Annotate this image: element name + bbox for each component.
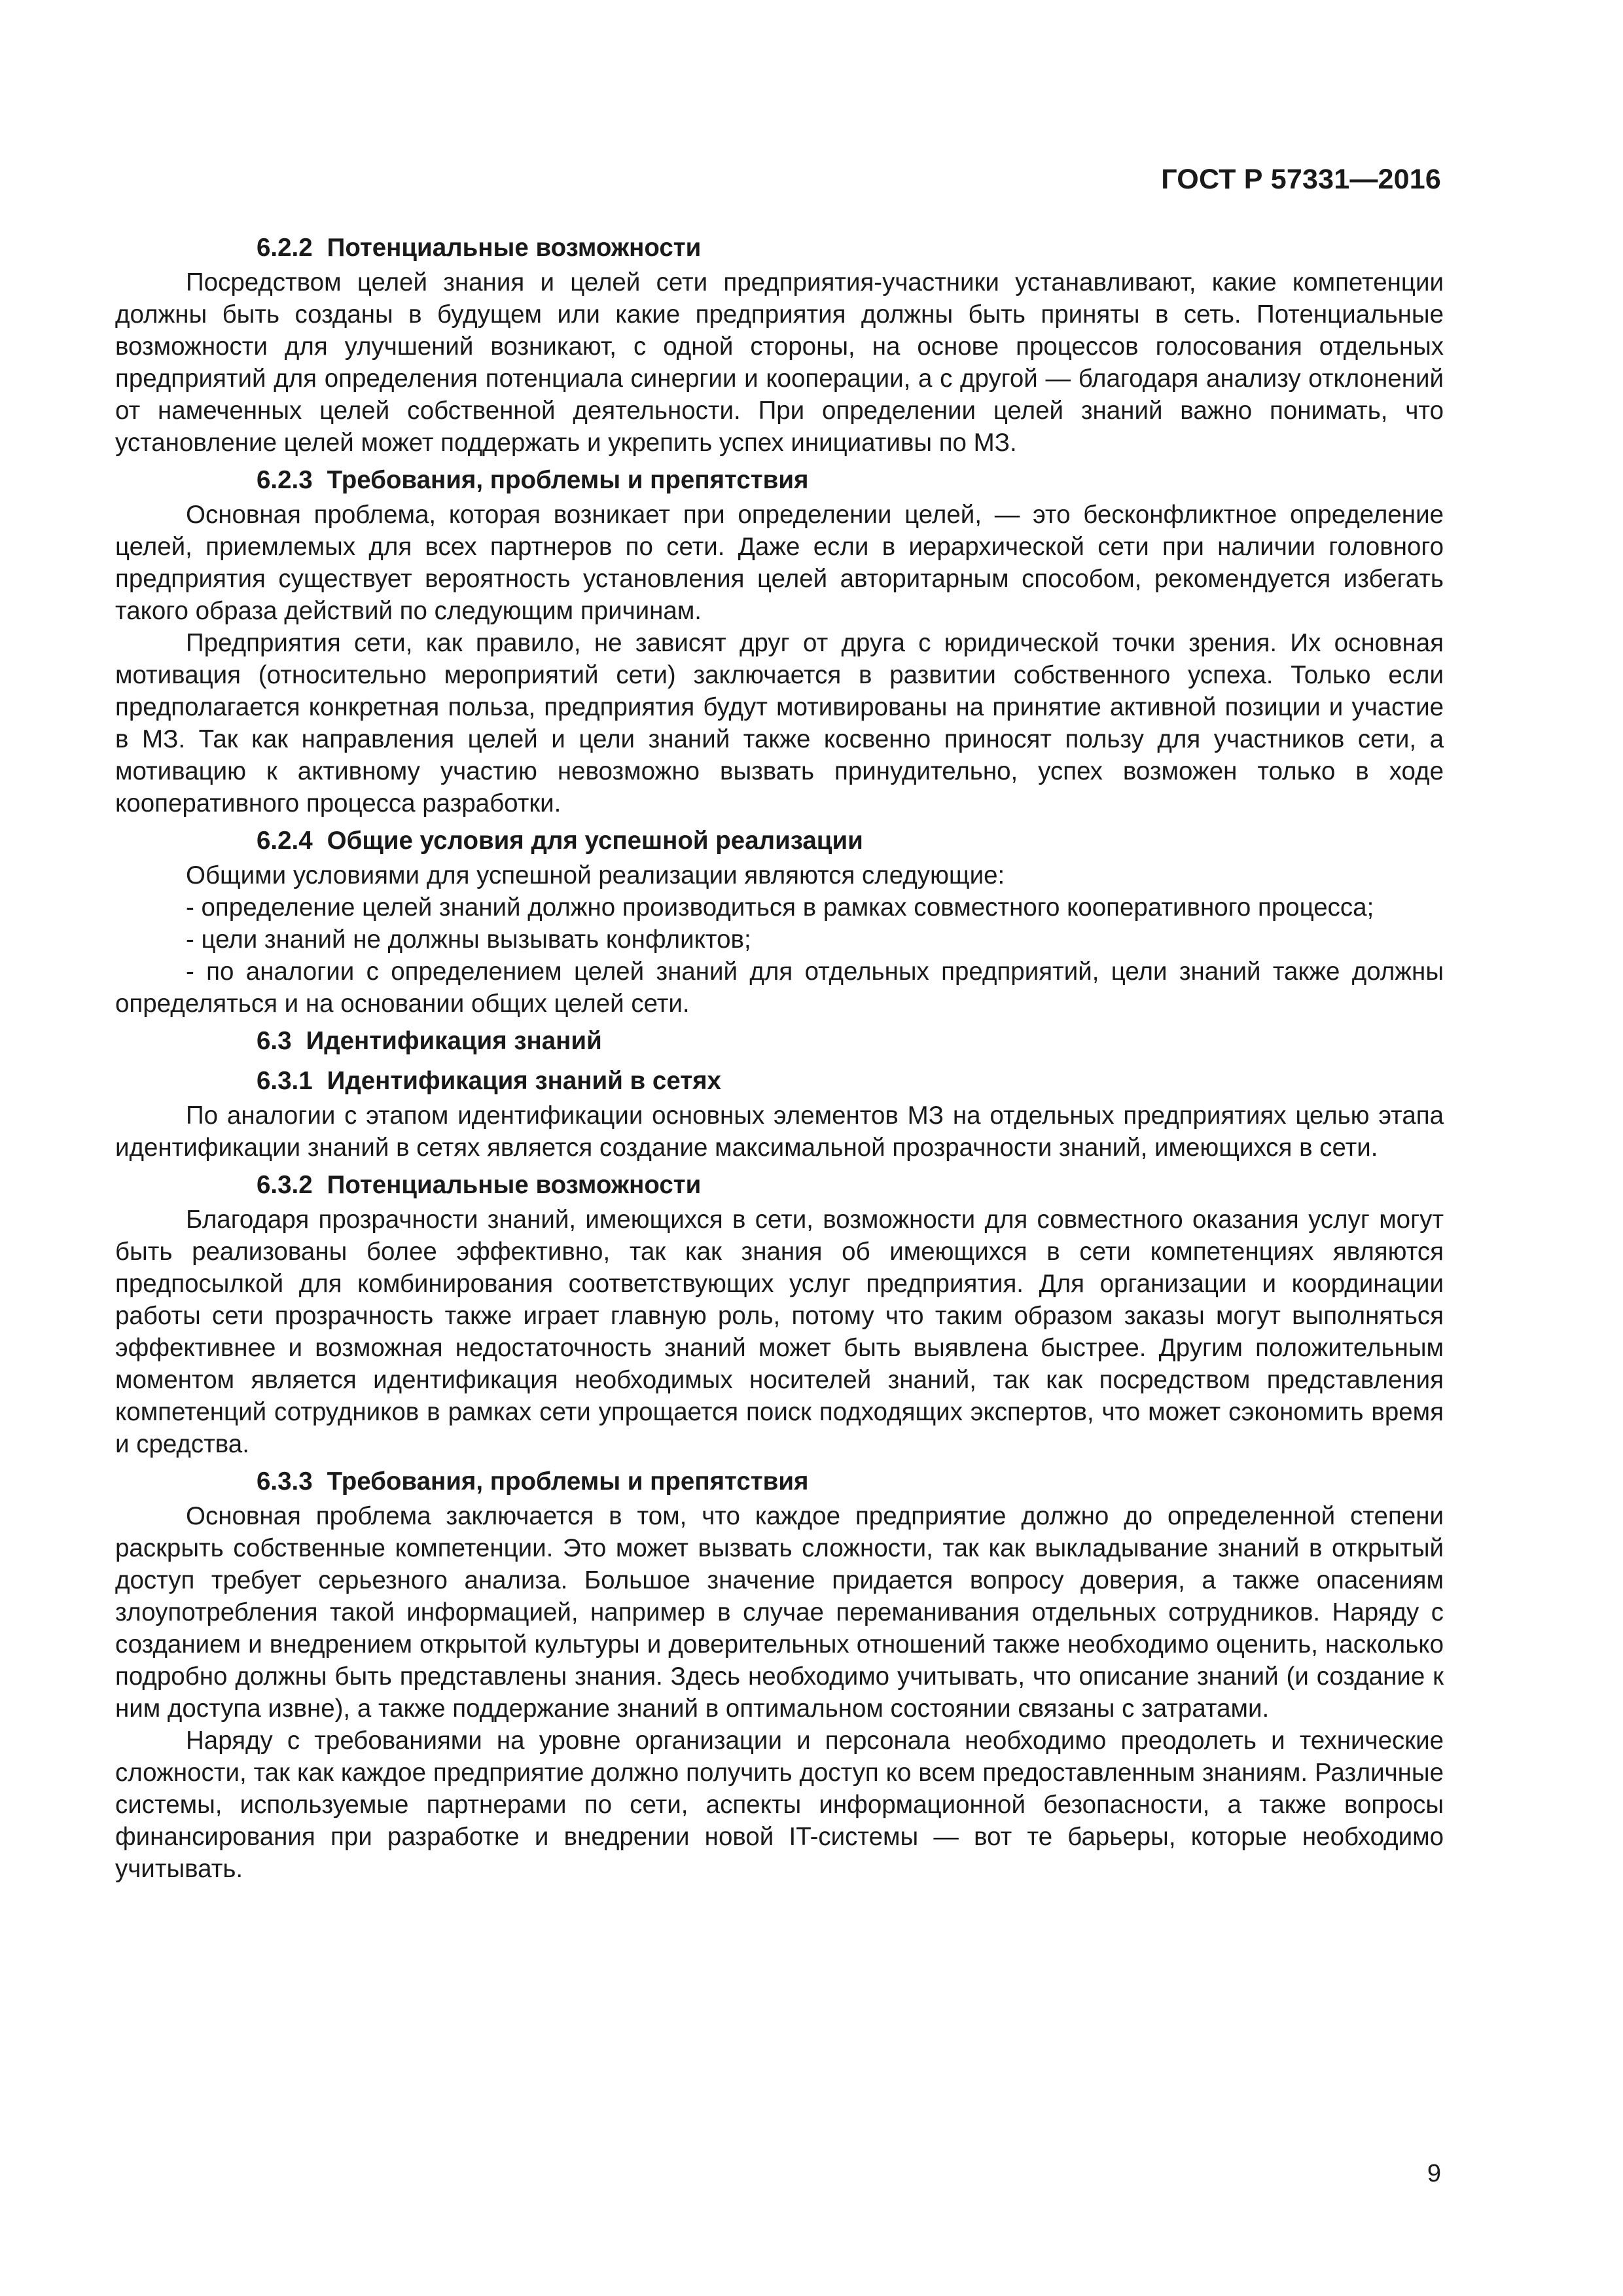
section-title: Потенциальные возможности [327, 1171, 702, 1199]
section-title: Требования, проблемы и препятствия [327, 466, 809, 494]
paragraph: Основная проблема, которая возникает при определении целей, — это бесконфликтное определение целей, приемлемых для всех партнеров по сети. Даже если в иерархической сети при наличии головного предприятия существует вероятность установления целей авторитарным способом, рекомендуется избегать такого образа действий по следующим причинам. [115, 501, 1444, 625]
section-number: 6.2.2 [257, 234, 313, 262]
section-number: 6.2.4 [257, 827, 313, 855]
section-title: Требования, проблемы и препятствия [327, 1467, 809, 1496]
paragraph: Предприятия сети, как правило, не зависят друг от друга с юридической точки зрения. Их основная мотивация (относительно мероприятий сети) заключается в развитии собственного успеха. Только если предполагается конкретная польза, предприятия будут мотивированы на принятие активной позиции и участие в МЗ. Так как направления целей и цели знаний также косвенно приносят пользу для участников сети, а мотивацию к активному участию невозможно вызвать принудительно, успех возможен только в ходе кооперативного процесса разработки. [115, 629, 1444, 817]
section-title: Идентификация знаний [306, 1027, 602, 1055]
list-item: - определение целей знаний должно производиться в рамках совместного кооперативного процесса; [186, 893, 1374, 922]
section-title: Общие условия для успешной реализации [327, 827, 863, 855]
section-number: 6.3 [257, 1027, 292, 1055]
paragraph: Благодаря прозрачности знаний, имеющихся в сети, возможности для совместного оказания услуг могут быть реализованы более эффективно, так как знания об имеющихся в сети компетенциях являются предпосылкой для комбинирования соответствующих услуг предприятия. Для организации и координации работы сети прозрачность также играет главную роль, потому что таким образом заказы могут выполняться эффективнее и возможная недостаточность знаний может быть выявлена быстрее. Другим положительным моментом является идентификация необходимых носителей знаний, так как посредством представления компетенций сотрудников в рамках сети упрощается поиск подходящих экспертов, что может сэкономить время и средства. [115, 1206, 1444, 1458]
section-heading [115, 1020, 1444, 1060]
section-heading [115, 1460, 1444, 1500]
section-title: Потенциальные возможности [327, 234, 702, 262]
section-number: 6.3.2 [257, 1171, 313, 1199]
page-number: 9 [1427, 2160, 1441, 2187]
section-title: Идентификация знаний в сетях [327, 1067, 721, 1095]
paragraph: Посредством целей знания и целей сети предприятия-участники устанавливают, какие компетенции должны быть созданы в будущем или какие предприятия должны быть приняты в сеть. Потенциальные возможности для улучшений возникают, с одной стороны, на основе процессов голосования отдельных предприятий для определения потенциала синергии и кооперации, а с другой — благодаря анализу отклонений от намеченных целей собственной деятельности. При определении целей знаний важно понимать, что установление целей может поддержать и укрепить успех инициативы по МЗ. [115, 268, 1444, 457]
paragraph: Общими условиями для успешной реализации являются следующие: [186, 861, 1005, 889]
document-header-standard: ГОСТ Р 57331—2016 [1161, 164, 1441, 195]
list-item: - цели знаний не должны вызывать конфликтов; [186, 925, 751, 954]
section-number: 6.3.3 [257, 1467, 313, 1496]
section-heading [115, 226, 1444, 266]
section-heading [115, 459, 1444, 499]
section-heading [115, 1164, 1444, 1204]
section-number: 6.2.3 [257, 466, 313, 494]
paragraph: Наряду с требованиями на уровне организации и персонала необходимо преодолеть и технические сложности, так как каждое предприятие должно получить доступ ко всем предоставленным знаниям. Различные системы, используемые партнерами по сети, аспекты информационной безопасности, а также вопросы финансирования при разработке и внедрении новой IT-системы — вот те барьеры, которые необходимо учитывать. [115, 1727, 1444, 1883]
paragraph: По аналогии с этапом идентификации основных элементов МЗ на отдельных предприятиях целью этапа идентификации знаний в сетях является создание максимальной прозрачности знаний, имеющихся в сети. [115, 1102, 1444, 1162]
list-item: - по аналогии с определением целей знаний для отдельных предприятий, цели знаний также должны определяться и на основании общих целей сети. [115, 958, 1444, 1018]
document-body [115, 226, 1444, 1885]
section-heading [115, 1060, 1444, 1100]
section-heading [115, 819, 1444, 859]
paragraph: Основная проблема заключается в том, что каждое предприятие должно до определенной степени раскрыть собственные компетенции. Это может вызвать сложности, так как выкладывание знаний в открытый доступ требует серьезного анализа. Большое значение придается вопросу доверия, а также опасениям злоупотребления такой информацией, например в случае переманивания отдельных сотрудников. Наряду с созданием и внедрением открытой культуры и доверительных отношений также необходимо оценить, насколько подробно должны быть представлены знания. Здесь необходимо учитывать, что описание знаний (и создание к ним доступа извне), а также поддержание знаний в оптимальном состоянии связаны с затратами. [115, 1502, 1444, 1723]
section-number: 6.3.1 [257, 1067, 313, 1095]
